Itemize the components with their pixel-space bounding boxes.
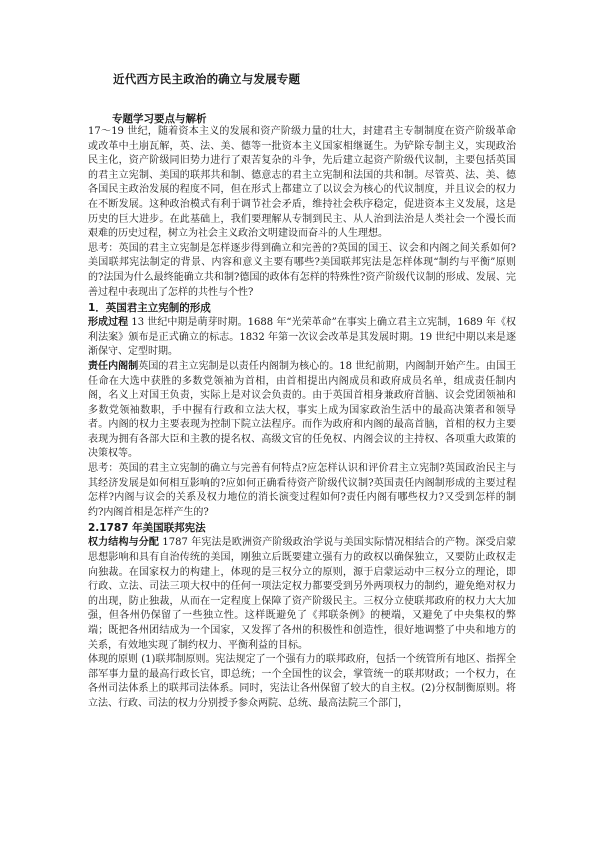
cabinet-paragraph: [88, 360, 516, 462]
document-body: [88, 125, 516, 712]
formation-paragraph: [88, 316, 516, 360]
power-structure-lead: 权力结构与分配: [88, 537, 160, 549]
intro-paragraph: 17～19 世纪，随着资本主义的发展和资产阶级力量的壮大，封建君主专制制度在资产阶级革命或改革中土崩瓦解，英、法、美、德等一批资本主义国家相继诞生。为铲除专制主义，实现政治民主化，资产阶级同旧势力进行了艰苦复杂的斗争，先后建立起资产阶级代议制，主要包括英国的君主立宪制、美国的联邦共和制、德意志的君主立宪制和法国的共和制。尽管英、法、美、德各国民主政治发展的程度不同，但在形式上都建立了以议会为核心的代议制度，并且议会的权力在不断发展。这种政治模式有利于调节社会矛盾，维持社会秩序稳定，促进资本主义发展，这是历史的巨大进步。在此基础上，我们要理解从专制到民主、从人治到法治是人类社会一个漫长而艰难的历史过程，树立为社会主义政治文明建设而奋斗的人生理想。: [88, 126, 516, 240]
section-subtitle: 专题学习要点与解析: [112, 113, 207, 125]
section-heading-2: 2.1787 年美国联邦宪法: [88, 522, 206, 535]
page-title: 近代西方民主政治的确立与发展专题: [113, 72, 301, 86]
section1-question: 思考：英国的君主立宪制的确立与完善有何特点?应怎样认识和评价君主立宪制?英国政治民主与其经济发展是如何相互影响的?应如何正确看待资产阶级代议制?英国责任内阁制形成的主要过程怎样?内阁与议会的关系及权力地位的消长演变过程如何?责任内阁有哪些权力?又受到怎样的制约?内阁首相是怎样产生的?: [88, 463, 516, 518]
cabinet-lead: 责任内阁制: [88, 360, 139, 372]
formation-lead: 形成过程: [88, 317, 129, 329]
power-structure-text: 1787 年宪法是欧洲资产阶级政治学说与美国实际情况相结合的产物。深受启蒙思想影响和具有自治传统的美国，刚独立后既要建立强有力的政权以确保独立，又要防止政权走向独裁。在国家权力的构建上，体现的是三权分立的原则，源于启蒙运动中三权分立的理论，即行政、立法、司法三项大权中的任何一项法定权力都要受到另外两项权力的制约，避免绝对权力的出现，防止独裁，从而在一定程度上保障了资产阶级民主。三权分立使联邦政府的权力大大加强，但各州仍保留了一些独立性。这样既避免了《邦联条例》的梗端，又避免了中央集权的弊端；既把各州团结成为一个国家，又发挥了各州的积极性和创造性，很好地调整了中央和地方的关系，有效地实现了制约权力、平衡利益的目标。: [88, 537, 517, 651]
power-structure-paragraph: [88, 536, 516, 653]
cabinet-text: 英国的君主立宪制是以责任内阁制为核心的。18 世纪前期，内阁制开始产生。由国王任命在大选中获胜的多数党领袖为首相，由首相提出内阁成员和政府成员名单，组成责任制内阁，名义上对国王负责，实际上是对议会负责的。由于英国首相身兼政府首脑、议会党团领袖和多数党领袖数职，手中握有行政和立法大权，事实上成为国家政治生活中的最高决策者和领导者。内阁的权力主要表现为控制下院立法程序。而作为政府和内阁的最高首脑，首相的权力主要表现为拥有各部大臣和主教的提名权、高级文官的任免权、内阁会议的主持权、各项重大政策的决策权等。: [88, 360, 517, 460]
formation-text: 13 世纪中期是萌芽时期。1688 年“光荣革命”在事实上确立君主立宪制，1689 年《权利法案》颁布是正式确立的标志。1832 年第一次议会改革是其发展时期。19 世纪中期以来是逐渐保守、定型时期。: [88, 317, 517, 358]
principles-paragraph: 体现的原则 (1)联邦制原则。宪法规定了一个强有力的联邦政府，包括一个统管所有地区、指挥全部军事力量的最高行政长官，即总统；一个全国性的议会，掌管统一的联邦财政；一个权力，在各州司法体系上的联邦司法体系。同时，宪法让各州保留了较大的自主权。(2)分权制衡原则。将立法、行政、司法的权力分别授予参众两院、总统、最高法院三个部门，: [88, 654, 516, 709]
section-heading-1: 1．英国君主立宪制的形成: [88, 302, 211, 315]
question-paragraph: 思考：英国的君主立宪制是怎样逐步得到确立和完善的?英国的国王、议会和内阁之间关系如何?美国联邦宪法制定的背景、内容和意义主要有哪些?美国联邦宪法是怎样体现“制约与平衡”原则的?法国为什么最终能确立共和制?德国的政体有怎样的特殊性?资产阶级代议制的形成、发展、完善过程中表现出了怎样的共性与个性?: [88, 242, 516, 298]
